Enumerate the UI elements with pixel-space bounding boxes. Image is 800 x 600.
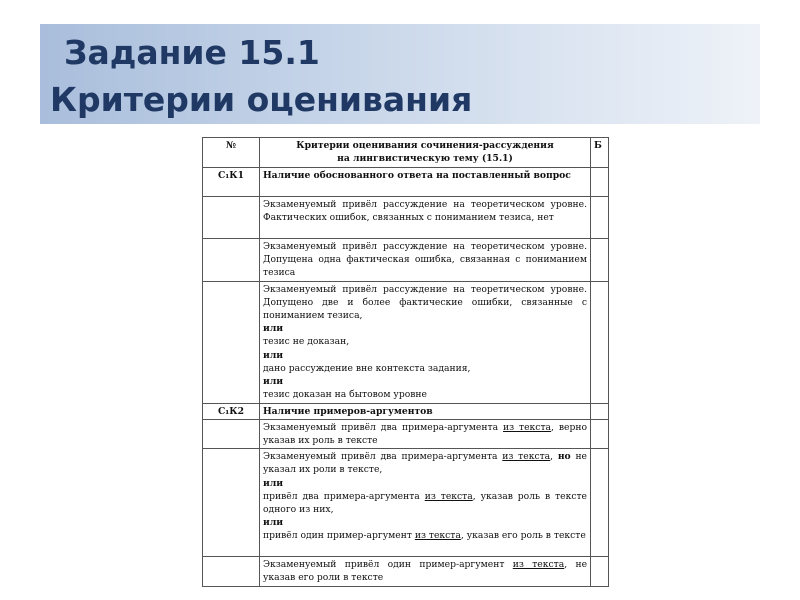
table-row bbox=[203, 281, 609, 403]
header-num: № bbox=[203, 138, 260, 168]
table-row bbox=[203, 239, 609, 282]
rubric-text: Экзаменуемый привёл два примера-аргумента из текста, верно указав их роль в тексте bbox=[260, 419, 591, 448]
criterion-code: С₁К1 bbox=[203, 168, 260, 197]
rubric-text: Экзаменуемый привёл рассуждение на теоретическом уровне. Допущена одна фактическая ошибка, связанная с пониманием тезиса bbox=[260, 239, 591, 282]
criterion-title: Наличие обоснованного ответа на поставленный вопрос bbox=[260, 168, 591, 197]
rubric-text: Экзаменуемый привёл один пример-аргумент из текста, не указав его роли в тексте bbox=[260, 557, 591, 586]
criteria-table bbox=[202, 137, 609, 587]
slide-subtitle: Критерии оценивания bbox=[50, 80, 473, 119]
table-header-row bbox=[203, 138, 609, 168]
criterion-k2-row bbox=[203, 403, 609, 419]
table-row bbox=[203, 419, 609, 448]
header-points: Б bbox=[591, 138, 609, 168]
header-criteria: Критерии оценивания сочинения-рассуждения на лингвистическую тему (15.1) bbox=[260, 138, 591, 168]
criterion-k1-row bbox=[203, 168, 609, 197]
rubric-text: Экзаменуемый привёл рассуждение на теоретическом уровне. Допущено две и более фактические ошибки, связанные с пониманием тезиса, или тезис не доказан, или дано рассуждение вне контекста задания, или тезис доказан на бытовом уровне bbox=[260, 281, 591, 403]
table-row bbox=[203, 557, 609, 586]
slide-title: Задание 15.1 bbox=[64, 33, 320, 72]
table-row bbox=[203, 197, 609, 239]
criterion-code: С₁К2 bbox=[203, 403, 260, 419]
criterion-title: Наличие примеров-аргументов bbox=[260, 403, 591, 419]
rubric-text: Экзаменуемый привёл два примера-аргумента из текста, но не указал их роли в тексте, или привёл два примера-аргумента из текста, указав роль в тексте одного из них, или привёл один пример-аргумент из текста, указав его роль в тексте bbox=[260, 449, 591, 557]
table-row bbox=[203, 449, 609, 557]
rubric-text: Экзаменуемый привёл рассуждение на теоретическом уровне. Фактических ошибок, связанных с пониманием тезиса, нет bbox=[260, 197, 591, 239]
